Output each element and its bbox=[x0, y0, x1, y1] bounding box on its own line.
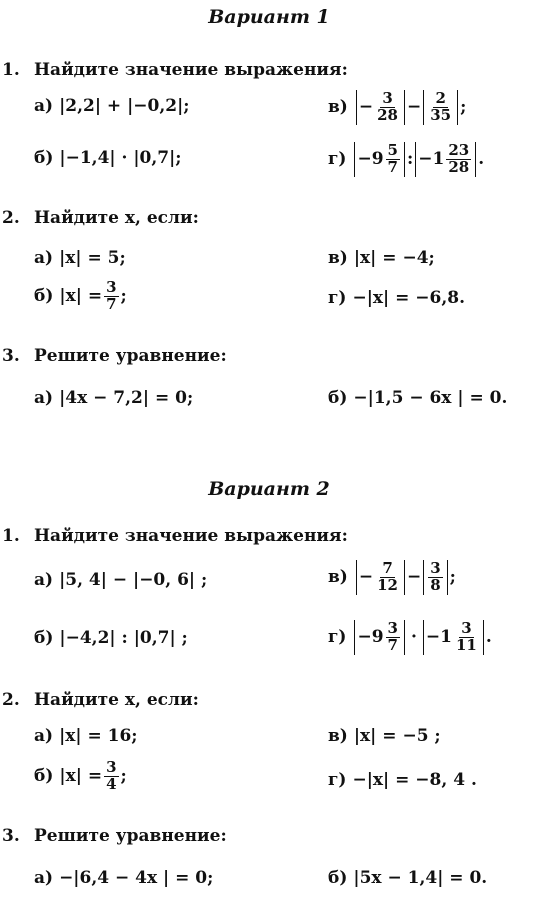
denominator: 11 bbox=[455, 635, 477, 654]
v1-task1-a bbox=[34, 96, 190, 116]
task-text: Решите уравнение: bbox=[34, 346, 227, 366]
v1-task1-heading bbox=[0, 60, 348, 80]
v1-task2-b bbox=[34, 280, 127, 313]
v1-task2-v bbox=[328, 248, 435, 268]
item-expression: |x| = −4; bbox=[353, 248, 435, 268]
task-number: 3. bbox=[2, 826, 20, 846]
task-number: 1. bbox=[2, 526, 20, 546]
numerator: 7 bbox=[382, 559, 393, 577]
v2-task1-g bbox=[328, 620, 492, 655]
item-label: г) bbox=[328, 627, 347, 648]
item-expression bbox=[352, 620, 491, 655]
item-label: а) bbox=[34, 96, 54, 116]
punctuation: . bbox=[478, 149, 485, 170]
abs-value bbox=[354, 620, 405, 655]
item-label: г) bbox=[328, 770, 347, 790]
v2-task1-b bbox=[34, 628, 188, 648]
item-expression: |−1,4| · |0,7|; bbox=[59, 148, 182, 168]
numerator: 3 bbox=[106, 278, 117, 296]
abs-value bbox=[423, 90, 458, 125]
item-expression: |x| = 16; bbox=[59, 726, 138, 746]
item-expression: |x| = 5; bbox=[59, 248, 126, 268]
item-expression bbox=[354, 90, 467, 125]
v1-task1-b bbox=[34, 148, 182, 168]
minus-sign: − bbox=[406, 567, 422, 588]
numerator: 23 bbox=[448, 141, 470, 159]
fraction bbox=[446, 143, 471, 176]
minus-sign: − bbox=[406, 97, 422, 118]
denominator: 7 bbox=[387, 635, 398, 654]
item-expression: −|1,5 − 6x | = 0. bbox=[353, 388, 508, 408]
item-label: а) bbox=[34, 726, 54, 746]
item-label: а) bbox=[34, 570, 54, 590]
abs-value bbox=[415, 142, 476, 177]
item-label: а) bbox=[34, 388, 54, 408]
task-number: 2. bbox=[2, 208, 20, 228]
item-expression: |x| = −5 ; bbox=[353, 726, 441, 746]
v2-task2-b bbox=[34, 760, 127, 793]
abs-value bbox=[356, 90, 405, 125]
item-label: в) bbox=[328, 97, 348, 118]
task-number: 2. bbox=[2, 690, 20, 710]
v1-task3-a bbox=[34, 388, 193, 408]
item-expression bbox=[352, 142, 484, 177]
operator: · bbox=[410, 627, 417, 648]
item-label: б) bbox=[34, 628, 54, 648]
denominator: 7 bbox=[106, 294, 117, 313]
item-label: б) bbox=[34, 148, 54, 168]
fraction bbox=[428, 91, 453, 124]
denominator: 28 bbox=[448, 157, 470, 176]
denominator: 12 bbox=[377, 575, 398, 594]
item-label: г) bbox=[328, 149, 347, 170]
punctuation: ; bbox=[120, 286, 127, 307]
item-expression: |2,2| + |−0,2|; bbox=[59, 96, 190, 116]
minus-sign: − bbox=[358, 567, 374, 588]
equation-left: |x| = bbox=[59, 286, 103, 307]
v2-task2-a bbox=[34, 726, 138, 746]
numerator: 3 bbox=[430, 559, 441, 577]
task-number: 3. bbox=[2, 346, 20, 366]
item-label: б) bbox=[328, 388, 348, 408]
numerator: 5 bbox=[387, 141, 398, 159]
fraction bbox=[386, 143, 400, 176]
abs-value bbox=[356, 560, 405, 595]
denominator: 7 bbox=[387, 157, 398, 176]
v1-task1-v bbox=[328, 90, 466, 125]
item-label: в) bbox=[328, 726, 348, 746]
punctuation: ; bbox=[449, 567, 456, 588]
v2-task2-heading bbox=[0, 690, 199, 710]
v2-task3-a bbox=[34, 868, 213, 888]
item-label: г) bbox=[328, 288, 347, 308]
item-label: б) bbox=[328, 868, 348, 888]
v2-task3-heading bbox=[0, 826, 227, 846]
denominator: 28 bbox=[377, 105, 398, 124]
task-text: Решите уравнение: bbox=[34, 826, 227, 846]
fraction bbox=[104, 760, 118, 793]
item-expression bbox=[59, 760, 126, 793]
item-expression: |5x − 1,4| = 0. bbox=[353, 868, 488, 888]
item-expression bbox=[59, 280, 126, 313]
minus-sign: − bbox=[358, 97, 374, 118]
task-text: Найдите x, если: bbox=[34, 208, 199, 228]
whole-part: −9 bbox=[357, 627, 384, 648]
item-expression: −|6,4 − 4x | = 0; bbox=[59, 868, 214, 888]
v1-task3-b bbox=[328, 388, 507, 408]
denominator: 35 bbox=[430, 105, 452, 124]
item-expression: −|x| = −6,8. bbox=[352, 288, 466, 308]
item-label: б) bbox=[34, 286, 54, 307]
item-label: а) bbox=[34, 868, 54, 888]
v2-task1-a bbox=[34, 570, 207, 590]
item-expression: |−4,2| : |0,7| ; bbox=[59, 628, 188, 648]
operator: : bbox=[406, 149, 414, 170]
denominator: 4 bbox=[106, 774, 117, 793]
abs-value bbox=[423, 560, 447, 595]
fraction bbox=[375, 91, 400, 124]
task-number: 1. bbox=[2, 60, 20, 80]
item-expression: |4x − 7,2| = 0; bbox=[59, 388, 194, 408]
whole-part: −9 bbox=[357, 149, 384, 170]
fraction bbox=[454, 621, 479, 654]
task-text: Найдите x, если: bbox=[34, 690, 199, 710]
fraction bbox=[375, 561, 400, 594]
v1-task2-a bbox=[34, 248, 126, 268]
item-label: в) bbox=[328, 248, 348, 268]
numerator: 3 bbox=[387, 619, 398, 637]
task-text: Найдите значение выражения: bbox=[34, 60, 348, 80]
equation-left: |x| = bbox=[59, 766, 103, 787]
v1-task2-g bbox=[328, 288, 465, 308]
fraction bbox=[386, 621, 400, 654]
variant-2-title: Вариант 2 bbox=[208, 478, 330, 500]
whole-part: −1 bbox=[425, 627, 452, 648]
punctuation: ; bbox=[460, 97, 467, 118]
abs-value bbox=[354, 142, 405, 177]
v1-task1-g bbox=[328, 142, 484, 177]
denominator: 8 bbox=[430, 575, 441, 594]
v2-task2-v bbox=[328, 726, 441, 746]
whole-part: −1 bbox=[418, 149, 445, 170]
fraction bbox=[428, 561, 442, 594]
numerator: 2 bbox=[435, 89, 446, 107]
variant-1-title: Вариант 1 bbox=[208, 6, 330, 28]
v2-task1-v bbox=[328, 560, 456, 595]
item-expression: −|x| = −8, 4 . bbox=[352, 770, 477, 790]
v1-task2-heading bbox=[0, 208, 199, 228]
v2-task2-g bbox=[328, 770, 477, 790]
punctuation: . bbox=[485, 627, 492, 648]
v2-task1-heading bbox=[0, 526, 348, 546]
numerator: 3 bbox=[382, 89, 393, 107]
v1-task3-heading bbox=[0, 346, 227, 366]
v2-task3-b bbox=[328, 868, 487, 888]
item-label: а) bbox=[34, 248, 54, 268]
abs-value bbox=[423, 620, 484, 655]
item-expression bbox=[354, 560, 456, 595]
task-text: Найдите значение выражения: bbox=[34, 526, 348, 546]
numerator: 3 bbox=[461, 619, 472, 637]
punctuation: ; bbox=[120, 766, 127, 787]
item-label: б) bbox=[34, 766, 54, 787]
item-expression: |5, 4| − |−0, 6| ; bbox=[59, 570, 208, 590]
item-label: в) bbox=[328, 567, 348, 588]
numerator: 3 bbox=[106, 758, 117, 776]
fraction bbox=[104, 280, 118, 313]
